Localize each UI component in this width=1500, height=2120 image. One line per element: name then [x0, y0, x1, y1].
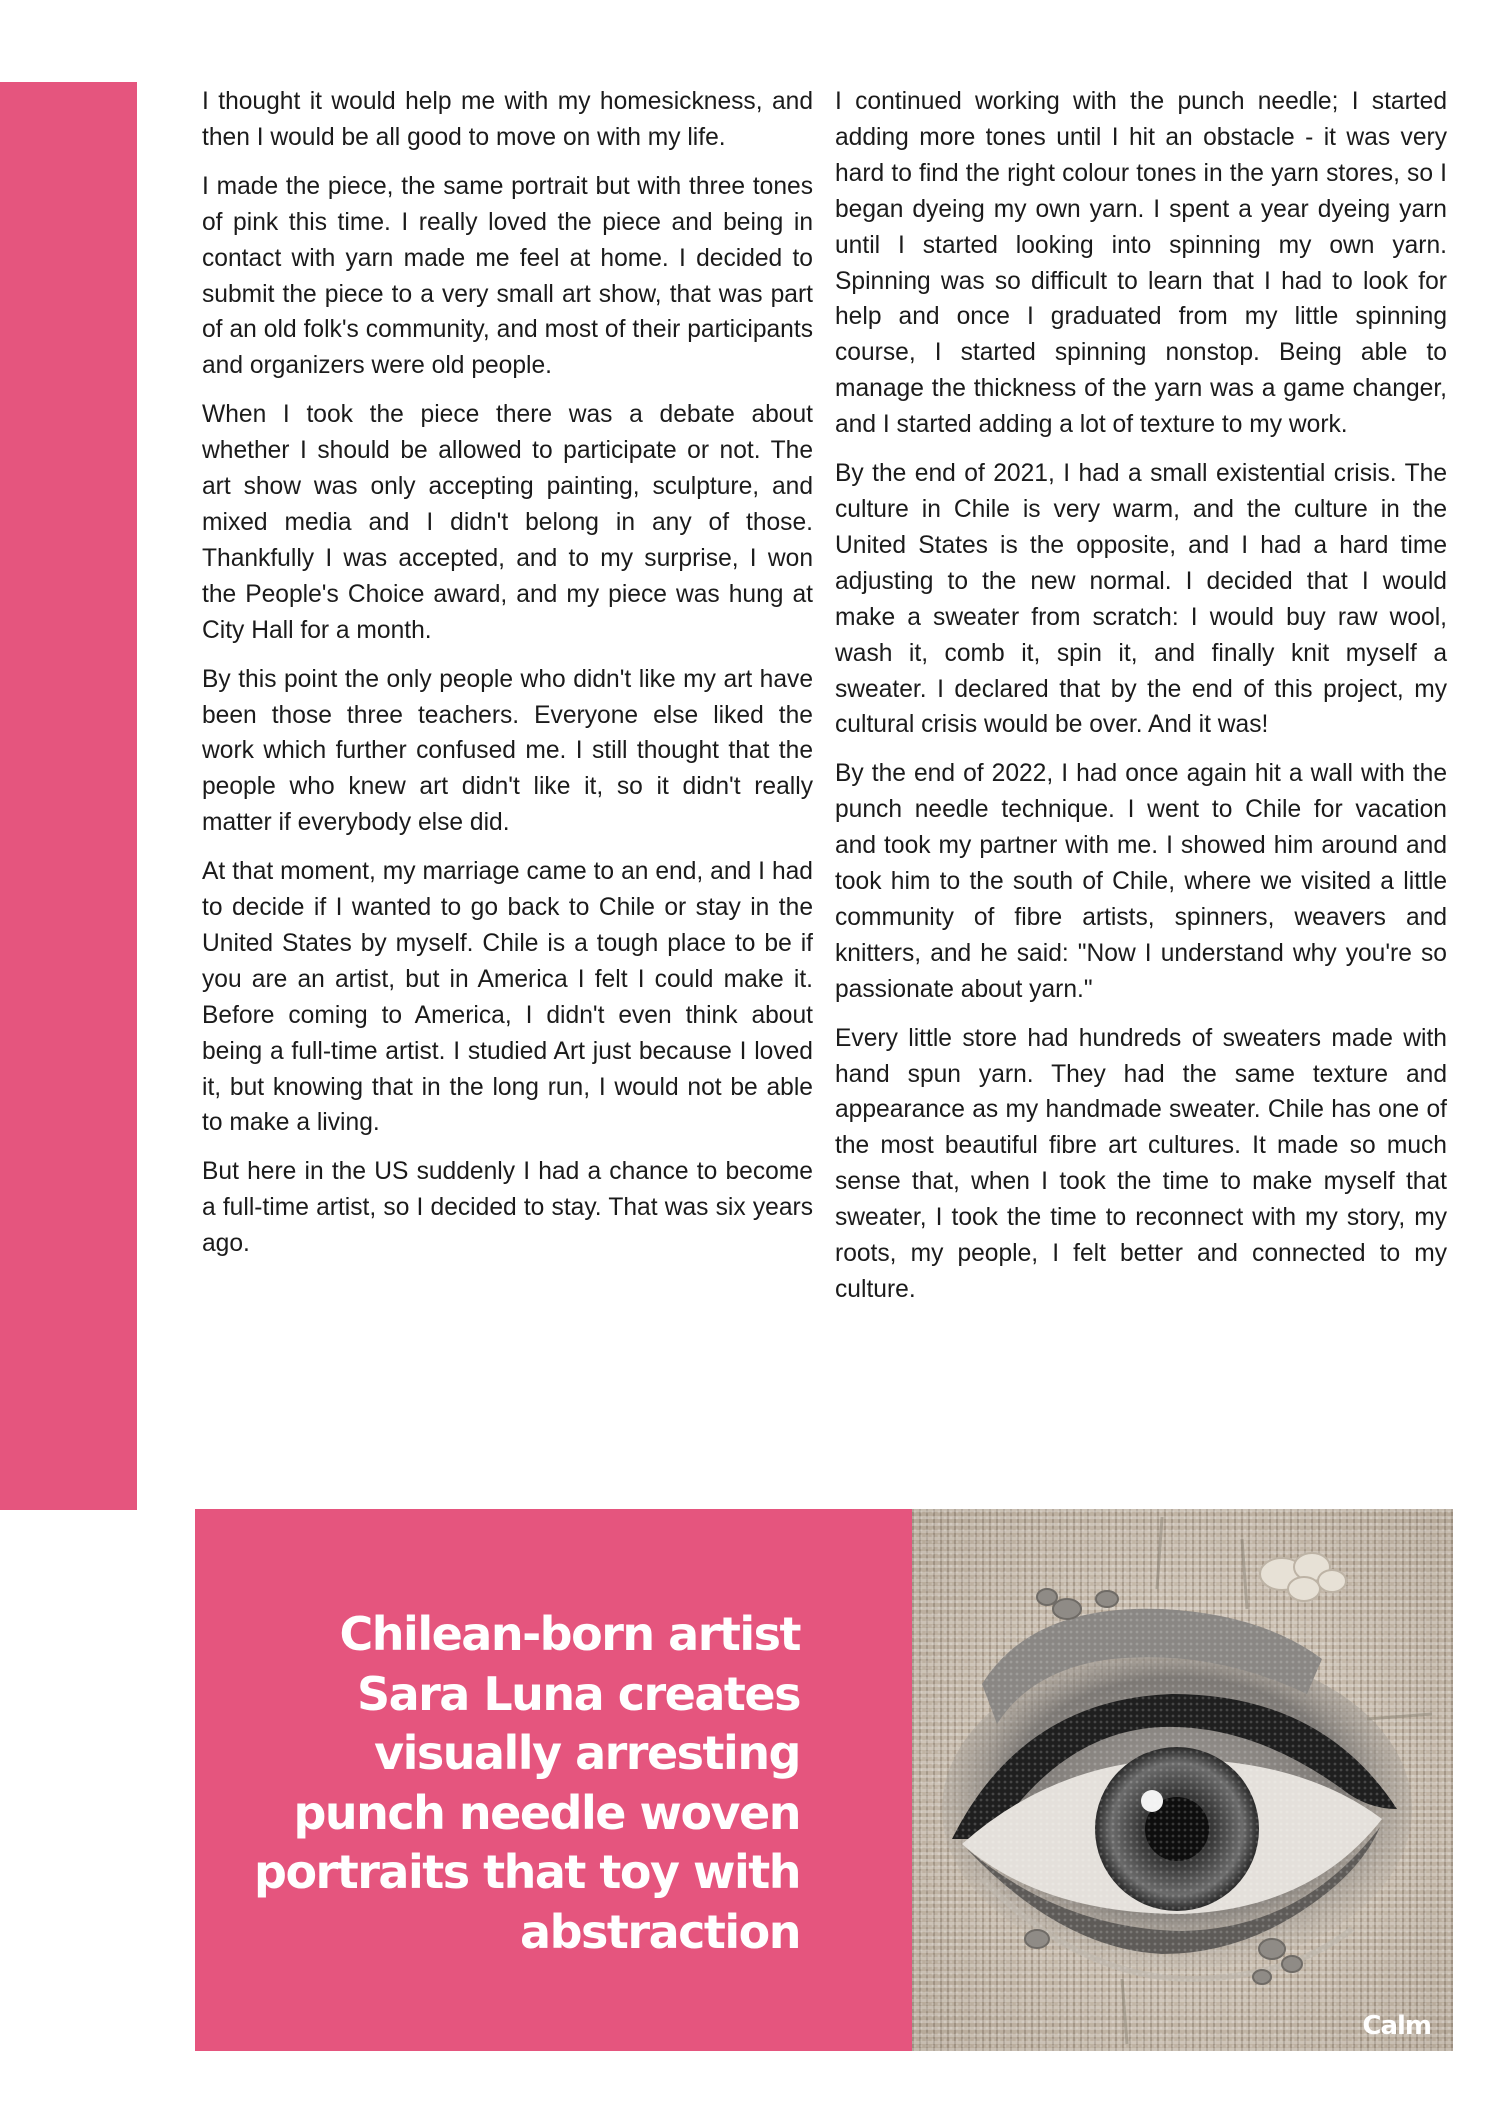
artwork-photo: [912, 1509, 1453, 2051]
pull-quote: Chilean-born artist Sara Luna creates visually arresting punch needle woven portraits that toy with abstraction: [254, 1607, 800, 1959]
paragraph: But here in the US suddenly I had a chance to become a full-time artist, so I decided to stay. That was six years ago.: [202, 1158, 813, 1258]
pull-quote-box: [195, 1509, 912, 2051]
paragraph: By the end of 2022, I had once again hit a wall with the punch needle technique. I went to Chile for vacation and took my partner with me. I showed him around and took him to the south of Chile, where we visited a little community of fibre artists, spinners, weavers and knitters, and he said: "Now I understand why you're so passionate about yarn.": [835, 760, 1447, 1003]
paragraph: I thought it would help me with my homesickness, and then I would be all good to move on with my life.: [202, 88, 813, 151]
eye-artwork-icon: [912, 1509, 1453, 2051]
decorative-side-bar: [0, 82, 137, 1510]
paragraph: By this point the only people who didn't like my art have been those three teachers. Everyone else liked the work which further confused me. I still thought that the people who knew art didn't like it, so it didn't really matter if everybody else did.: [202, 665, 813, 837]
watermark: Calm: [1362, 2011, 1431, 2041]
paragraph: I made the piece, the same portrait but with three tones of pink this time. I really loved the piece and being in contact with yarn made me feel at home. I decided to submit the piece to a very small art show, that was part of an old folk's community, and most of their participants and organizers were old people.: [202, 172, 813, 380]
article-column-left: [202, 84, 813, 1275]
paragraph: I continued working with the punch needle; I started adding more tones until I hit an obstacle - it was very hard to find the right colour tones in the yarn stores, so I began dyeing my own yarn. I spent a year dyeing yarn until I started looking into spinning my own yarn. Spinning was so difficult to learn that I had to look for help and once I graduated from my little spinning course, I started spinning nonstop. Being able to manage the thickness of the yarn was a game changer, and I started adding a lot of texture to my work.: [835, 88, 1447, 439]
paragraph: By the end of 2021, I had a small existential crisis. The culture in Chile is very warm, and the culture in the United States is the opposite, and I had a hard time adjusting to the new normal. I decided that I would make a sweater from scratch: I would buy raw wool, wash it, comb it, spin it, and finally knit myself a sweater. I declared that by the end of this project, my cultural crisis would be over. And it was!: [835, 460, 1447, 739]
paragraph: Every little store had hundreds of sweaters made with hand spun yarn. They had the same texture and appearance as my handmade sweater. Chile has one of the most beautiful fibre art cultures. It made so much sense that, when I took the time to make myself that sweater, I took the time to reconnect with my story, my roots, my people, I felt better and connected to my culture.: [835, 1024, 1447, 1303]
article-column-right: [835, 84, 1447, 1321]
paragraph: When I took the piece there was a debate about whether I should be allowed to participate or not. The art show was only accepting painting, sculpture, and mixed media and I didn't belong in any of those. Thankfully I was accepted, and to my surprise, I won the People's Choice award, and my piece was hung at City Hall for a month.: [202, 401, 813, 644]
paragraph: At that moment, my marriage came to an end, and I had to decide if I wanted to go back to Chile or stay in the United States by myself. Chile is a tough place to be if you are an artist, but in America I felt I could make it. Before coming to America, I didn't even think about being a full-time artist. I studied Art just because I loved it, but knowing that in the long run, I would not be able to make a living.: [202, 858, 813, 1137]
